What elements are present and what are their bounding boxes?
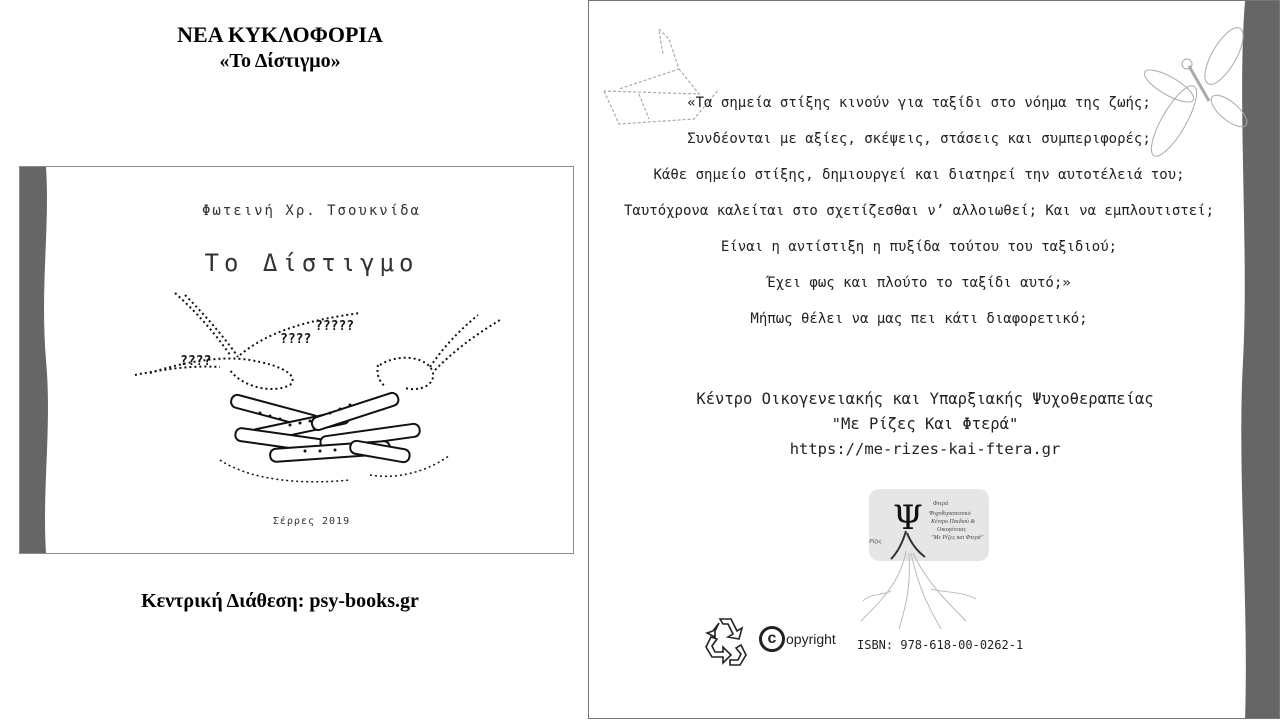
quote-line: Κάθε σημείο στίξης, δημιουργεί και διατηρεί την αυτοτέλειά του;	[653, 167, 1185, 183]
announcement-heading: ΝΕΑ ΚΥΚΛΟΦΟΡΙΑ	[177, 22, 383, 47]
center-website: https://me-rizes-kai-ftera.gr	[789, 440, 1061, 458]
quote-line: Ταυτόχρονα καλείται στο σχετίζεσθαι ν’ αλλοιωθεί; Και να εμπλουτιστεί;	[623, 203, 1214, 219]
recycle-icon	[703, 611, 749, 673]
center-name: Κέντρο Οικογενειακής και Υπαρξιακής Ψυχοθεραπείας	[696, 390, 1154, 408]
quote-line: «Τα σημεία στίξης κινούν για ταξίδι στο νόημα της ζωής;	[687, 95, 1151, 111]
logo-text: "Με Ρίζες και Φτερά"	[931, 535, 984, 541]
copyright-label: opyright	[786, 631, 836, 647]
cover-author: Φωτεινή Χρ. Τσουκνίδα	[201, 203, 421, 219]
psi-tree-logo-icon	[851, 481, 1001, 631]
svg-text:?????: ?????	[315, 319, 355, 334]
quote-line: Είναι η αντίστιξη η πυξίδα τούτου του ταξιδιού;	[720, 239, 1118, 255]
quote-line: Έχει φως και πλούτο το ταξίδι αυτό;»	[767, 275, 1071, 291]
quote-line: Συνδέονται με αξίες, σκέψεις, στάσεις και συμπεριφορές;	[687, 131, 1151, 147]
announcement-book-title: «Το Δίστιγμο»	[219, 50, 341, 72]
logo-text: Ρίζες	[869, 539, 882, 545]
center-motto: "Με Ρίζες Και Φτερά"	[831, 415, 1019, 433]
svg-text:????: ????	[280, 332, 312, 347]
logo-text: Ψυχοθεραπευτικό	[929, 511, 971, 517]
back-cover-quote	[589, 89, 1249, 341]
front-cover-image	[19, 166, 574, 554]
copyright-icon: c opyright	[759, 626, 836, 652]
logo-text: Οικογένειας	[937, 527, 966, 533]
birds-nest-illustration	[130, 285, 510, 495]
back-cover-image	[588, 0, 1280, 719]
distribution-info: Κεντρική Διάθεση: psy-books.gr	[141, 590, 419, 612]
cover-place-year: Σέρρες 2019	[272, 516, 351, 527]
cover-title: Το Δίστιγμο	[204, 249, 419, 277]
logo-text: Φτερά	[933, 501, 949, 507]
cover-side-band	[20, 167, 60, 553]
svg-text:????: ????	[180, 354, 212, 369]
therapy-center-info	[589, 387, 1261, 462]
svg-text:Ψ: Ψ	[893, 498, 923, 538]
isbn: ISBN: 978-618-00-0262-1	[857, 638, 1024, 652]
logo-text: Κέντρο Παιδιού &	[931, 519, 976, 525]
quote-line: Μήπως θέλει να μας πει κάτι διαφορετικό;	[750, 311, 1088, 327]
